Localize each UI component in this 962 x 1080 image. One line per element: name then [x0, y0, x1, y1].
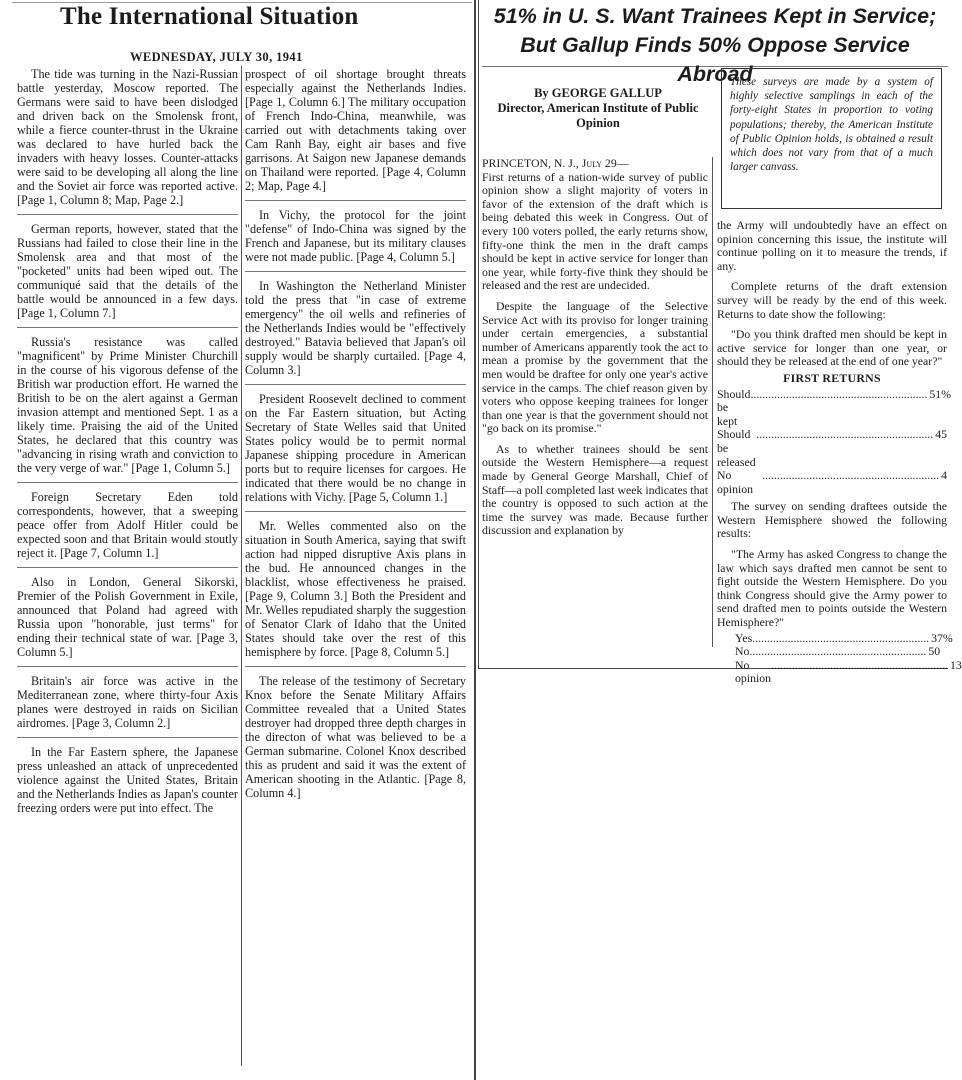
paragraph — [482, 157, 708, 171]
right-column-1 — [482, 157, 708, 545]
column-divider-left — [241, 66, 242, 1066]
paragraph: prospect of oil shortage brought threats especially against the Netherlands Indies. [Page 1, Column 6.] The military occupation of French Indo-China, meanwhile, was carried out with detachments taking over Cam Ranh Bay, eight air bases and five garrisons. At Saigon new Japanese demands on Thailand were reported. [Page 4, Column 2; Map, Page 4.] — [245, 67, 466, 193]
headline-line-1: 51% in U. S. Want Trainees Kept in Service; — [493, 4, 937, 28]
survey-question-2: "The Army has asked Congress to change the law which says drafted men cannot be sent to fight outside the Western Hemisphere. Do you think Congress should give the Army power to send drafted men to points outside the Western Hemisphere?" — [717, 547, 947, 630]
paragraph: the Army will undoubtedly have an effect on opinion concerning this issue, the institute will continue polling on it to measure the trends, if any. — [717, 218, 947, 273]
return-value: 50 — [928, 644, 941, 659]
return-row — [717, 386, 952, 429]
return-value: 45 — [935, 427, 947, 442]
paragraph: President Roosevelt declined to comment on the Far Eastern situation, but Acting Secretary of State Welles said that United States policy would be to permit normal Japanese shipping procedure in American ports but to require licenses for cargoes. He indicated that there would be no change in relations with Vichy. [Page 5, Column 1.] — [245, 392, 466, 504]
left-column-1 — [17, 67, 238, 822]
first-returns-label: FIRST RETURNS — [783, 370, 881, 385]
paragraph: Foreign Secretary Eden told correspondents, however, that a sweeping peace offer from Adolf Hitler could be expected soon and that Britain would stoutly reject it. [Page 7, Column 1.] — [17, 490, 238, 560]
dot-leader: ............................................................ — [762, 468, 940, 483]
paragraph-rule — [17, 482, 238, 483]
paragraph-rule — [245, 511, 466, 512]
return-label: No opinion — [717, 468, 754, 496]
return-row — [735, 657, 962, 686]
paragraph: Mr. Welles commented also on the situation in South America, saying that swift action had nipped disruptive Axis plans in the bud. He announced changes in the blacklist, whose effectiveness he praised. [Page 9, Column 3.] Both the President and Mr. Welles repudiated sharply the suggestion of Senator Clark of Idaho that the United States should take over the rest of this hemisphere by force. [Page 8, Column 5.] — [245, 519, 466, 659]
dot-leader: ............................................................ — [750, 386, 928, 401]
return-row — [717, 428, 947, 469]
survey-question-1: "Do you think drafted men should be kept in active service for longer than one year, or should they be released at the end of one year?" — [717, 327, 947, 369]
return-label: No opinion — [735, 657, 772, 686]
second-returns-table — [717, 630, 962, 686]
paragraph-rule — [17, 214, 238, 215]
paragraph-rule — [245, 271, 466, 272]
article-divider-2 — [478, 0, 479, 668]
article-divider — [474, 0, 476, 1080]
byline — [488, 86, 708, 131]
paragraph: The tide was turning in the Nazi-Russian battle yesterday, Moscow reported. The Germans were said to have been dislodged and driven back on the Smolensk front, while a fierce counter-thrust in the Ukraine was declared to have hurled back the invaders with heavy losses. Counter-attacks were said to be developing all along the line and the Soviet air force was reported active. [Page 1, Column 8; Map, Page 2.] — [17, 67, 238, 207]
return-value: 4 — [941, 468, 947, 483]
left-column-2 — [245, 67, 466, 807]
return-value: 37% — [931, 630, 953, 645]
return-label: No — [735, 644, 750, 659]
paragraph: In the Far Eastern sphere, the Japanese press unleashed an attack of unprecedented violence against the United States, Britain and the Netherlands Indies as Japan's counter freezing orders were put into effect. The — [17, 745, 238, 815]
byline-name: By GEORGE GALLUP — [534, 86, 662, 100]
paragraph-rule — [17, 666, 238, 667]
dot-leader: ............................................................ — [756, 427, 934, 442]
paragraph-rule — [17, 737, 238, 738]
right-column-divider — [712, 157, 713, 647]
return-label: Should be released — [717, 427, 756, 469]
paragraph-rule — [17, 327, 238, 328]
paragraph: Britain's air force was active in the Mediterranean zone, where thirty-four Axis planes were destroyed in raids on Sicilian airdromes. [Page 3, Column 2.] — [17, 674, 238, 730]
paragraph: As to whether trainees should be sent outside the Western Hemisphere—a request made by General George Marshall, Chief of Staff—a poll completed last week indicates that the country is opposed to such action at the time the survey was made. Because further discussion and explanation by — [482, 441, 708, 538]
left-headline: The International Situation — [60, 3, 359, 30]
left-dateline: WEDNESDAY, JULY 30, 1941 — [130, 50, 303, 64]
return-row — [717, 469, 947, 496]
return-row — [735, 644, 941, 659]
paragraph: The release of the testimony of Secretary Knox before the Senate Military Affairs Committee revealed that a United States destroyer had dropped three depth charges in the directon of what was believed to be a German submarine. Colonel Knox described this as prudent and said it was the extent of American shooting in the Atlantic. [Page 8, Column 4.] — [245, 674, 466, 800]
paragraph: German reports, however, stated that the Russians had failed to close their line in the Smolensk area and that most of the "pocketed" units had been wiped out. The communiqué said that the details of the battle would be announced in a few days. [Page 1, Column 7.] — [17, 222, 238, 320]
paragraph-rule — [245, 200, 466, 201]
dot-leader: ............................................................ — [771, 657, 948, 672]
return-label: Yes — [735, 630, 753, 645]
right-column-2 — [717, 218, 962, 686]
paragraph: First returns of a nation-wide survey of public opinion show a slight majority of voters in favor of the extension of the draft which is being debated this week in Congress. Out of every 100 voters polled, the early returns show, fifty-one think the men in the draft camps should be kept in active service for longer than one year, while forty-five think they should be released and the rest are undecided. — [482, 169, 708, 293]
methodology-note-box: These surveys are made by a system of highly selective samplings in each of the forty-eight States in proportion to voting populations; thereby, the American Institute of Public Opinion holds, is obtained a result which does not vary from that of a much larger canvass. — [721, 68, 942, 209]
paragraph: In Washington the Netherland Minister told the press that "in case of extreme emergency" the oil wells and refineries of the Netherlands Indies would be "effectively destroyed." Batavia believed that Japan's oil supply would be sharply curtailed. [Page 4, Column 3.] — [245, 279, 466, 377]
paragraph: In Vichy, the protocol for the joint "defense" of Indo-China was signed by the French and Japanese, but its military clauses were not made public. [Page 4, Column 5.] — [245, 208, 466, 264]
paragraph: Complete returns of the draft extension survey will be ready by the end of this week. Returns to date show the following: — [717, 279, 947, 321]
paragraph: Also in London, General Sikorski, Premier of the Polish Government in Exile, announced that Poland had agreed with Russia upon "honorable, just terms" for ending their technical state of war. [Page 3, Column 5.] — [17, 575, 238, 659]
return-row — [735, 630, 953, 646]
dot-leader: ............................................................ — [749, 644, 927, 659]
dateline: PRINCETON, N. J., July 29— — [482, 156, 629, 170]
first-returns-table — [717, 386, 952, 497]
byline-title: Director, American Institute of Public Opinion — [497, 101, 699, 130]
paragraph-rule — [245, 384, 466, 385]
paragraph: Russia's resistance was called "magnificent" by Prime Minister Churchill in the course of his vigorous defense of the British war production effort. He warned the British to be on the alert against a German invasion attempt and mentioned Sept. 1 as a likely time. Praising the aid of the United States, he declared that this country was "advancing in rising wrath and conviction to the very verge of war." [Page 1, Column 5.] — [17, 335, 238, 475]
dot-leader: ............................................................ — [752, 630, 930, 645]
return-label: Should be kept — [717, 386, 751, 428]
return-value: 13 — [950, 657, 962, 672]
return-value: 51% — [929, 386, 952, 401]
headline-line-2: But Gallup Finds 50% Oppose Service Abroad — [520, 33, 910, 86]
paragraph-rule — [245, 666, 466, 667]
paragraph: The survey on sending draftees outside the Western Hemisphere showed the following results: — [717, 499, 947, 541]
paragraph-rule — [17, 567, 238, 568]
paragraph: Despite the language of the Selective Service Act with its proviso for longer training under certain emergencies, a substantial number of Americans apparently took the act to mean a promise by the government that the men would be draftee for only one year's active service in the camps. The chief reason given by voters who oppose keeping trainees for longer than one year is that the government should not "go back on its promise." — [482, 298, 708, 436]
